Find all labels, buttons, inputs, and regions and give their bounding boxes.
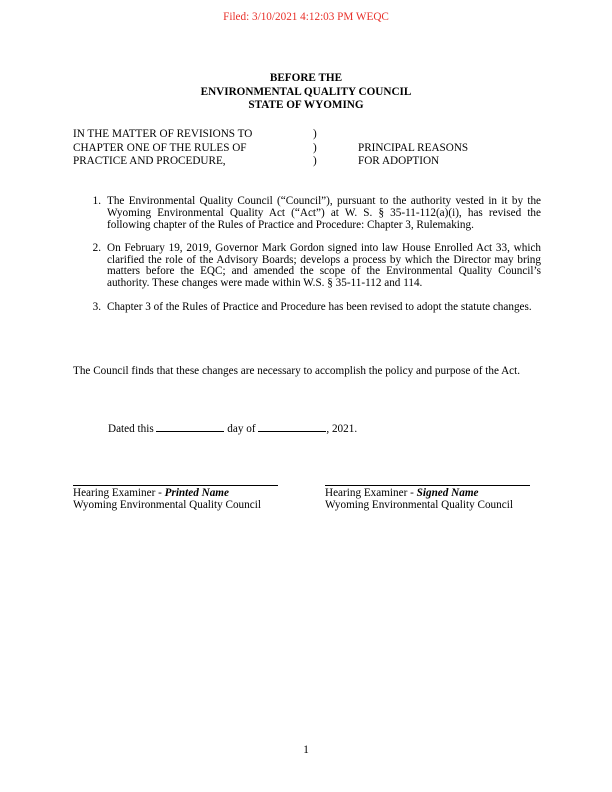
list-item-text: The Environmental Quality Council (“Council”), pursuant to the authority vested in it by the Wyoming Environmental Quality Act (“Act”) at W. S. § 35-11-112(a)(i), has revised the following chapter of the Rules of Practice and Procedure: Chapter 3, Rulemaking. — [107, 195, 541, 231]
caption-row — [73, 128, 543, 142]
list-item — [73, 196, 541, 231]
caption-right: PRINCIPAL REASONS — [358, 141, 469, 154]
council-finding: The Council finds that these changes are necessary to accomplish the policy and purpose of the Act. — [73, 365, 521, 377]
dated-line — [108, 422, 357, 435]
list-item-text: Chapter 3 of the Rules of Practice and Procedure has been revised to adopt the statute changes. — [107, 300, 532, 313]
list-item — [73, 243, 541, 290]
caption-right — [358, 128, 543, 142]
signature-line — [325, 485, 530, 486]
signature-role: Hearing Examiner - — [73, 487, 165, 499]
list-item — [73, 302, 541, 314]
caption-paren: ) — [313, 155, 317, 167]
signature-org: Wyoming Environmental Quality Council — [325, 498, 513, 511]
caption-left: CHAPTER ONE OF THE RULES OF — [73, 141, 247, 154]
page-number: 1 — [303, 744, 309, 756]
list-item-number: 2. — [92, 241, 101, 254]
signature-org: Wyoming Environmental Quality Council — [73, 498, 261, 511]
caption-right: FOR ADOPTION — [358, 155, 440, 167]
document-header — [0, 72, 612, 113]
caption-left: PRACTICE AND PROCEDURE, — [73, 155, 226, 167]
header-line-2: ENVIRONMENTAL QUALITY COUNCIL — [200, 85, 412, 98]
dated-prefix: Dated this — [108, 423, 154, 435]
header-line-1: BEFORE THE — [269, 72, 343, 84]
dated-middle: day of — [227, 423, 256, 435]
caption-row — [73, 142, 543, 156]
signature-role: Hearing Examiner - — [325, 487, 417, 499]
case-caption — [73, 128, 543, 169]
signature-block-printed — [73, 485, 278, 512]
header-line-3: STATE OF WYOMING — [248, 99, 364, 111]
numbered-list — [73, 196, 541, 325]
day-blank — [156, 422, 224, 432]
list-item-number: 3. — [92, 300, 101, 313]
signature-block-signed — [325, 485, 530, 512]
caption-row — [73, 155, 543, 169]
signature-name-label: Printed Name — [164, 487, 229, 499]
caption-left: IN THE MATTER OF REVISIONS TO — [73, 128, 253, 140]
list-item-number: 1. — [92, 195, 101, 207]
dated-suffix: , 2021. — [326, 423, 358, 435]
caption-paren: ) — [313, 128, 317, 140]
list-item-text: On February 19, 2019, Governor Mark Gordon signed into law House Enrolled Act 33, which clarified the role of the Advisory Boards; develops a process by which the Director may bring matters before the EQC; and amended the scope of the Environmental Quality Council’s authority. These changes were made within W.S. § 35-11-112 and 114. — [107, 241, 541, 290]
signature-line — [73, 485, 278, 486]
signature-name-label: Signed Name — [416, 487, 479, 499]
caption-paren: ) — [313, 141, 317, 154]
month-blank — [258, 422, 326, 432]
filed-stamp: Filed: 3/10/2021 4:12:03 PM WEQC — [223, 11, 389, 23]
